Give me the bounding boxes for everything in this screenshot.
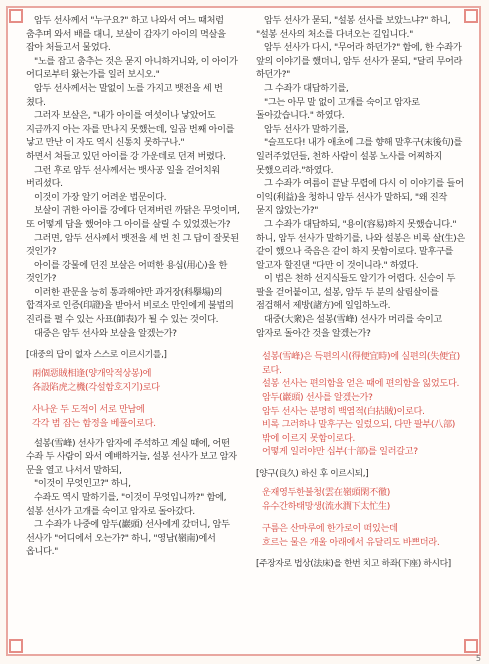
left-column [26,14,244,559]
corner-ornament-top-right [464,9,478,23]
paragraph: 그 수좌가 나중에 암두(巖頭) 선사에게 갔더니, 암두 선사가 "어디에서 오는가?" 하니, "영남(嶺南)에서 옵니다." [26,519,230,558]
paragraph: 그 수좌가 대답하기를, [264,82,349,94]
corner-ornament-top-left [9,9,23,23]
commentary-line: 어떻게 일러야만 십부(十部)를 일러갈고? [262,446,418,458]
box-title: [양구(良久) 하신 후 이르시되,] [256,469,369,479]
paragraph: "그는 아무 말 없이 고개를 숙이고 암자로 돌아갔습니다." 하였다. [256,96,420,122]
commentary-line: 비록 그러하나 말후구는 일렀으되, 다만 팔부(八部)밖에 이르지 못함이로다. [262,419,456,444]
left-paragraphs-bottom [26,437,244,559]
commentary-line: 암두(巖頭) 선사를 알겠는가? [262,392,373,404]
box-title: [대중의 답이 없자 스스로 이르시기를,] [26,350,167,361]
paragraph: 보살이 귀한 아이를 강에다 던져버린 까닭은 무엇이며, 또 어떻게 답을 했어야 그 아이를 살릴 수 있었겠는가? [26,205,240,230]
paragraph: 아이를 강물에 던진 보살은 어떠한 용심(用心)을 한 것인가? [26,259,228,285]
paragraph: 이것이 가장 알기 어려운 법문이다. [34,191,167,203]
paragraph: 그러면, 암두 선사께서 뱃전을 세 번 친 그 답이 잘못된 것인가? [26,232,239,258]
closing-note: [주장자로 법상(法床)을 한번 치고 하좌(下座) 하시다] [256,559,451,570]
paragraph: "노를 잡고 춤추는 것은 묻지 아니하거니와, 이 아이가 어디로부터 왔는가를 일러 보시오." [26,55,238,81]
left-paragraphs-top [26,14,244,340]
corner-ornament-bottom-right [464,639,478,653]
paragraph: 암두 선사가 말하기를, [264,123,349,135]
paragraph: 대중(大衆)은 설봉(雪峰) 선사가 머리를 숙이고 암자로 돌아간 것을 알겠는가? [256,314,442,339]
paragraph: 설봉(雪峰) 선사가 암자에 주석하고 계실 때에, 어떤 수좌 두 사람이 와서 예배하거늘, 설봉 선사가 보고 암자 문을 열고 나서서 말하되, [26,437,237,476]
paragraph: 대중은 암두 선사와 보살을 알겠는가? [34,327,177,339]
paragraph: 수좌도 역시 말하기를, "이것이 무엇입니까?" 함에, 설봉 선사가 고개를 숙이고 암자로 돌아갔다. [26,492,227,517]
paragraph: 암두 선사가 묻되, "설봉 선사를 보았느냐?" 하니, "설봉 선사의 처소를 다녀오는 길입니다." [256,15,451,40]
page-number: 5 [475,654,481,663]
commentary-line: 설봉 선사는 편의함을 얻은 때에 편의함을 잃었도다. [262,378,460,390]
verse-line: 유수간하태망생(流水澗下太忙生) [262,500,391,512]
paragraph: "이것이 무엇인고?" 하니, [34,478,131,490]
paragraph: 하면서 쳐들고 있던 아이를 강 가운데로 던져 버렸다. [26,150,226,162]
paragraph: "슬프도다! 내가 애초에 그를 향해 말후구(末後句)를 일러주었던들, 천하 사람이 설봉 노사를 어찌하지 못했으리라."하였다. [256,137,462,176]
verse-translation-line: 사나운 두 도적이 서로 만남에 [32,404,145,416]
right-column [256,14,466,576]
verse-block [256,486,466,549]
paragraph: 그 수좌가 대답하되, "용이(容易)하지 못했습니다." 하니, 암두 선사가 말하기를, 나와 설봉은 비록 살(生)은 같이 했으나 죽음은 같이 하지 못함이로다. 말후구를 알고자 할진댄 "다만 이 것이니라." 하였다. [256,218,465,271]
paragraph: 암두 선사께서 "누구요?" 하고 나와서 여느 때처럼 춤추며 와서 배를 대니, 보살이 갑자기 아이의 멱살을 잡아 처들고서 물었다. [26,15,226,54]
paragraph: 이 법은 천하 선지식들도 알기가 어렵다. 신승이 두 팔을 걷어붙이고, 설봉, 암두 두 분의 살림살이를 점검해서 제방(諸方)에 일임하노라. [256,273,456,312]
verse-translation-line: 흐르는 물은 개울 아래에서 유달리도 바쁘더라. [262,536,440,548]
commentary-line: 설봉(雪峰)은 득편의시(得便宜時)에 실편의(失便宜)로다. [262,351,460,376]
commentary-line: 암두 선사는 분명히 백염적(白拈賊)이로다. [262,405,425,417]
paragraph: 그런 후로 암두 선사께서는 뱃사공 일을 걷어치워 버리셨다. [26,164,220,190]
verse-line: 운재영두한불청(雲在嶺頭閑不徹) [262,487,391,498]
verse-block [26,367,244,430]
commentary-block [256,350,466,459]
paragraph: 그 수좌가 여름이 끝날 무렵에 다시 이 이야기를 들어 이익(利益)을 청하니 암두 선사가 말하되, "왜 진작 묻지 않았는가?" [256,178,464,217]
paragraph: 암두 선사가 다시, "무어라 하던가?" 함에, 한 수좌가 앞의 이야기를 했더니, 암두 선사가 묻되, "달리 무어라 하던가?" [256,42,463,81]
verse-line: 兩個惡賊相逢(양개악적상봉)에 [32,368,152,380]
paragraph: 이러한 관문을 능히 통과해야만 과거장(科擧場)의 합격자로 인증(印證)을 받아서 비로소 만인에게 불법의 진리를 펼 수 있는 사표(師表)가 될 수 있는 것이다. [26,286,234,326]
corner-ornament-bottom-left [9,639,23,653]
verse-line: 各設陷虎之機(각설함호지기)로다 [32,381,160,393]
verse-translation-line: 구름은 산마루에 한가로이 떠있는데 [262,523,398,535]
paragraph: 암두 선사께서는 말없이 노를 가지고 뱃전을 세 번 쳤다. [26,82,223,108]
verse-translation-line: 각각 범 잡는 함정을 베풀이로다. [32,418,156,430]
paragraph: 그러자 보살은, "내가 아이를 여섯이나 낳았어도 지금까지 아는 자를 만나지 못했는데, 일곱 번째 아이를 낳고 만난 이 자도 역시 신통치 못하구나." [26,110,235,149]
right-paragraphs-top [256,14,466,340]
